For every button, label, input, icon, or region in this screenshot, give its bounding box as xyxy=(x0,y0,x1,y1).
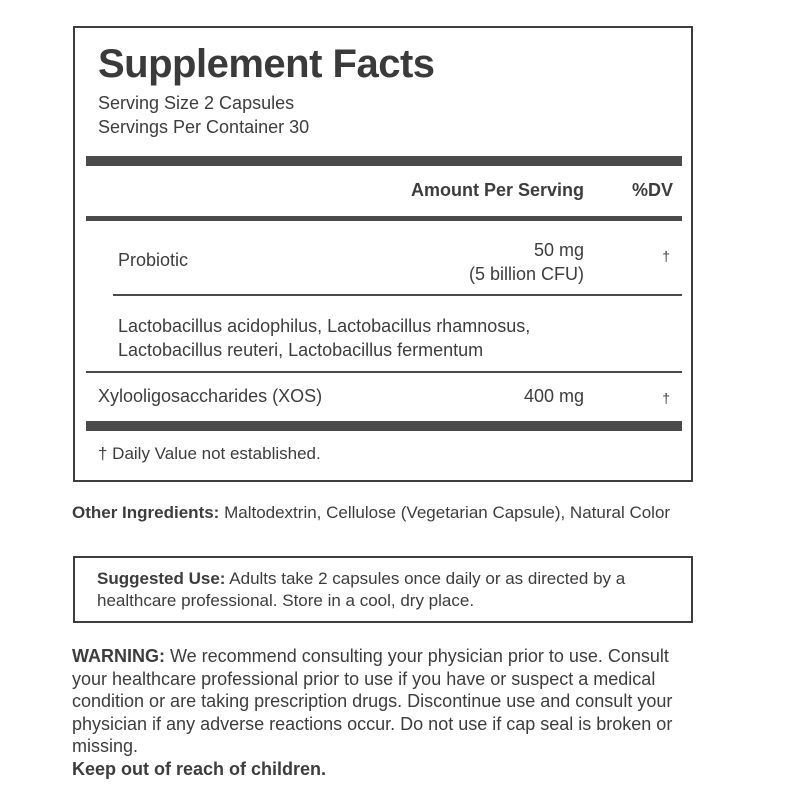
suggested-use-label: Suggested Use: xyxy=(97,569,226,588)
supplement-facts-panel xyxy=(73,26,693,482)
suggested-use xyxy=(97,568,687,612)
probiotic-amount-cfu: (5 billion CFU) xyxy=(468,264,584,284)
row-divider xyxy=(113,294,682,296)
header-daily-value: %DV xyxy=(631,180,673,200)
daily-value-footnote: † Daily Value not established. xyxy=(98,444,321,463)
servings-per-container: Servings Per Container 30 xyxy=(98,117,310,137)
strains-line: Lactobacillus reuteri, Lactobacillus fermentum xyxy=(118,340,484,360)
other-ingredients-label: Other Ingredients: xyxy=(72,503,220,522)
panel-title: Supplement Facts xyxy=(98,42,435,86)
other-ingredients-text: Maltodextrin, Cellulose (Vegetarian Capsule), Natural Color xyxy=(219,503,671,522)
row-divider xyxy=(86,371,682,373)
warning-block xyxy=(72,645,692,780)
row-xos-name: Xylooligosaccharides (XOS) xyxy=(98,386,323,406)
row-probiotic-name: Probiotic xyxy=(118,250,189,270)
probiotic-amount-mg: 50 mg xyxy=(533,240,584,260)
warning-closing: Keep out of reach of children. xyxy=(72,758,327,779)
row-probiotic-dv: † xyxy=(662,248,670,264)
thick-divider-top xyxy=(86,156,682,166)
warning-text: We recommend consulting your physician prior to use. Consult your healthcare professional prior to use if you have or suspect a medical condition or are taking prescription drugs. Discontinue use and consult your physician if any adverse reactions occur. Do not use if cap seal is broken or missing. xyxy=(72,646,673,756)
serving-size: Serving Size 2 Capsules xyxy=(98,93,295,113)
row-probiotic-amount xyxy=(469,238,584,286)
row-probiotic-strains xyxy=(118,314,530,362)
strains-line: Lactobacillus acidophilus, Lactobacillus rhamnosus, xyxy=(118,316,531,336)
header-divider xyxy=(86,216,682,221)
thick-divider-bottom xyxy=(86,421,682,431)
row-xos-amount: 400 mg xyxy=(523,386,584,406)
header-amount-per-serving: Amount Per Serving xyxy=(410,180,584,200)
suggested-use-text: Adults take 2 capsules once daily or as directed by a healthcare professional. Store in a cool, dry place. xyxy=(97,569,626,610)
row-xos-dv: † xyxy=(662,390,670,406)
suggested-use-box xyxy=(73,556,693,623)
warning-label: WARNING: xyxy=(72,646,165,666)
other-ingredients xyxy=(72,501,672,524)
